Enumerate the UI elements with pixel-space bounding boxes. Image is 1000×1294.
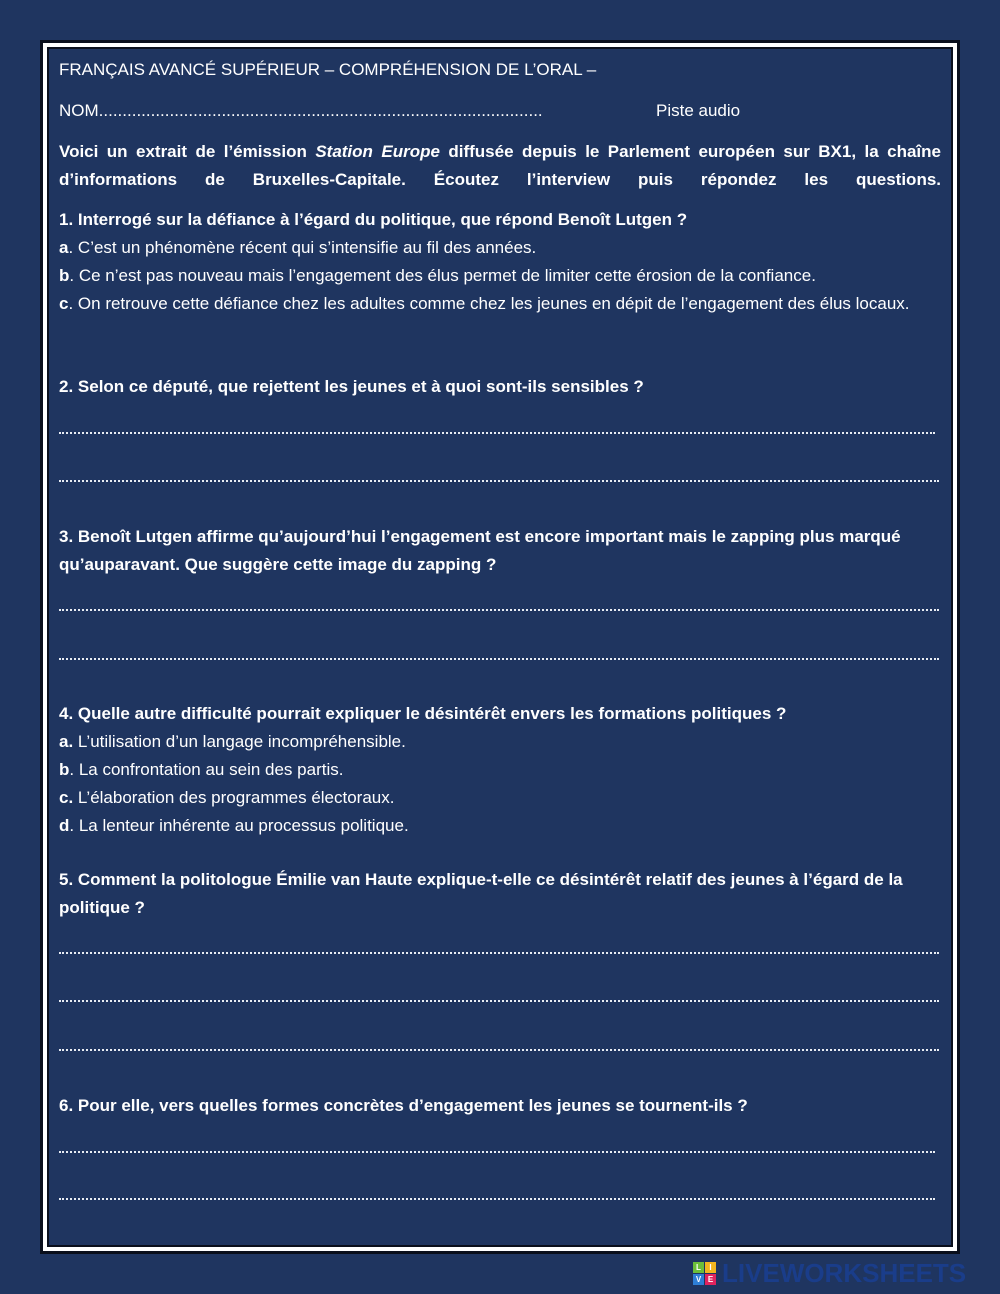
option-text: . La confrontation au sein des partis. xyxy=(69,760,344,779)
option-text: . La lenteur inhérente au processus politique. xyxy=(69,816,409,835)
option-letter: c. xyxy=(59,788,74,807)
option-text: . Ce n’est pas nouveau mais l’engagement des élus permet de limiter cette érosion de la confiance. xyxy=(69,266,816,285)
option-4b[interactable] xyxy=(59,756,941,784)
answer-line-6b[interactable] xyxy=(59,1198,935,1200)
option-letter: b xyxy=(59,266,70,285)
live-logo-icon xyxy=(693,1262,716,1285)
answer-line-3b[interactable] xyxy=(59,658,939,660)
answer-line-5a[interactable] xyxy=(59,952,939,954)
logo-letter: V xyxy=(693,1274,704,1285)
logo-letter: I xyxy=(705,1262,716,1273)
answer-line-2a[interactable] xyxy=(59,432,935,434)
option-text: L’élaboration des programmes électoraux. xyxy=(73,788,395,807)
answer-line-2b[interactable] xyxy=(59,480,939,482)
question-1: 1. Interrogé sur la défiance à l’égard du politique, que répond Benoît Lutgen ? xyxy=(59,210,688,229)
option-4c[interactable] xyxy=(59,784,941,812)
answer-line-3a[interactable] xyxy=(59,609,939,611)
answer-line-5c[interactable] xyxy=(59,1049,939,1051)
intro-text: Voici un extrait de l’émission xyxy=(59,142,316,161)
option-1c[interactable] xyxy=(59,290,941,318)
answer-line-5b[interactable] xyxy=(59,1000,939,1002)
instructions xyxy=(59,138,941,194)
option-letter: c xyxy=(59,294,69,313)
answer-line-6a[interactable] xyxy=(59,1151,935,1153)
question-5: 5. Comment la politologue Émilie van Haute explique-t-elle ce désintérêt relatif des jeunes à l’égard de la politique ? xyxy=(59,870,903,917)
liveworksheets-watermark xyxy=(693,1258,966,1289)
audio-track-label[interactable]: Piste audio xyxy=(656,101,741,120)
option-letter: d xyxy=(59,816,70,835)
name-field[interactable]: NOM.............................................................................................. xyxy=(59,101,543,120)
option-4a[interactable] xyxy=(59,728,941,756)
option-4d[interactable] xyxy=(59,812,941,840)
question-3: 3. Benoît Lutgen affirme qu’aujourd’hui l’engagement est encore important mais le zapping plus marqué qu’auparavant. Que suggère cette image du zapping ? xyxy=(59,527,901,574)
option-text: L’utilisation d’un langage incompréhensible. xyxy=(73,732,406,751)
option-1b[interactable] xyxy=(59,262,941,290)
intro-text-2: diffusée depuis le Parlement européen sur BX1, la chaîne d’informations de Bruxelles-Capitale. Écoutez l’interview puis répondez les questions. xyxy=(59,142,941,189)
show-name: Station Europe xyxy=(315,142,440,161)
question-2: 2. Selon ce député, que rejettent les jeunes et à quoi sont-ils sensibles ? xyxy=(59,377,644,396)
question-4: 4. Quelle autre difficulté pourrait expliquer le désintérêt envers les formations politiques ? xyxy=(59,704,787,723)
question-6: 6. Pour elle, vers quelles formes concrètes d’engagement les jeunes se tournent-ils ? xyxy=(59,1096,748,1115)
option-letter: a. xyxy=(59,732,74,751)
logo-letter: E xyxy=(705,1274,716,1285)
option-letter: a xyxy=(59,238,69,257)
option-text: . On retrouve cette défiance chez les adultes comme chez les jeunes en dépit de l’engagement des élus locaux. xyxy=(68,294,910,313)
option-text: . C’est un phénomène récent qui s’intensifie au fil des années. xyxy=(68,238,537,257)
worksheet-title: FRANÇAIS AVANCÉ SUPÉRIEUR – COMPRÉHENSION DE L’ORAL – xyxy=(59,60,597,79)
watermark-text: LIVEWORKSHEETS xyxy=(722,1258,967,1288)
logo-letter: L xyxy=(693,1262,704,1273)
option-letter: b xyxy=(59,760,70,779)
option-1a[interactable] xyxy=(59,234,941,262)
